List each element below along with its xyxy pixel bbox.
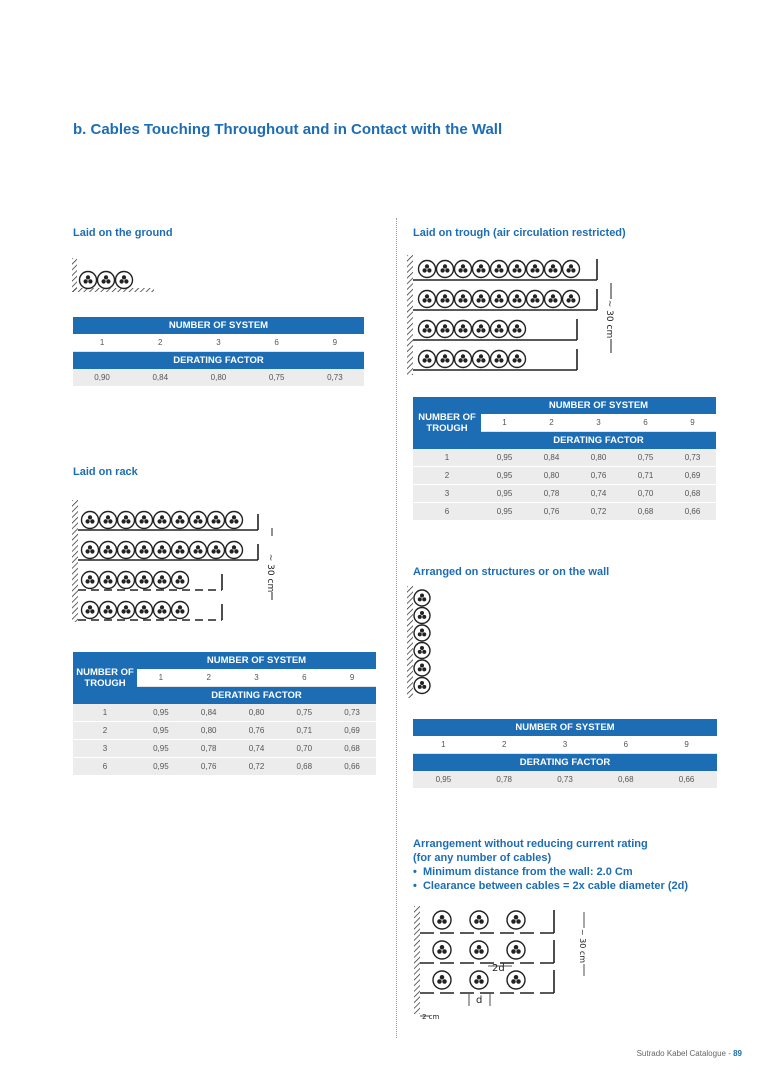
cable-icon (172, 542, 189, 559)
structures-system: 3 (535, 736, 596, 754)
trough-factor: 0,80 (575, 449, 622, 467)
rack-factor: 0,75 (280, 704, 328, 722)
ground-factor: 0,80 (189, 369, 247, 387)
rack-trough-count: 2 (73, 722, 137, 740)
table-row (413, 485, 716, 503)
cable-icon (491, 351, 508, 368)
structures-factor: 0,66 (656, 771, 717, 789)
cable-icon (154, 542, 171, 559)
cable-icon (455, 351, 472, 368)
trough-trough-count: 6 (413, 503, 481, 521)
trough-system: 2 (528, 414, 575, 432)
ground-system-1: 1 (73, 334, 131, 352)
arrangement-diagram (414, 906, 614, 1021)
ground-factor-header: DERATING FACTOR (73, 352, 364, 369)
ground-system-2: 2 (131, 334, 189, 352)
rack-factor: 0,68 (328, 740, 376, 758)
ground-system-9: 9 (306, 334, 364, 352)
cable-icon (136, 542, 153, 559)
cable-icon (509, 291, 526, 308)
trough-factor: 0,72 (575, 503, 622, 521)
trough-system: 6 (622, 414, 669, 432)
cable-icon (118, 512, 135, 529)
rack-factor: 0,95 (137, 704, 185, 722)
ground-title: Laid on the ground (73, 227, 173, 239)
cable-icon (136, 602, 153, 619)
trough-factor: 0,68 (622, 503, 669, 521)
cable-icon (507, 911, 525, 929)
cable-icon (208, 512, 225, 529)
cable-icon (491, 321, 508, 338)
cable-icon (563, 291, 580, 308)
cable-icon (80, 272, 97, 289)
trough-factor-header: DERATING FACTOR (481, 432, 716, 449)
trough-trough-count: 3 (413, 485, 481, 503)
trough-factor: 0,84 (528, 449, 575, 467)
cable-icon (82, 602, 99, 619)
table-row (413, 503, 716, 521)
cable-icon (82, 512, 99, 529)
cable-icon (470, 941, 488, 959)
cable-icon (509, 261, 526, 278)
trough-factor: 0,75 (622, 449, 669, 467)
cable-icon (190, 542, 207, 559)
rack-system: 2 (185, 669, 233, 687)
trough-factor: 0,69 (669, 467, 716, 485)
trough-system: 9 (669, 414, 716, 432)
rack-factor: 0,66 (328, 758, 376, 776)
rack-system: 1 (137, 669, 185, 687)
cable-icon (473, 321, 490, 338)
ground-diagram (72, 258, 172, 298)
cable-icon (100, 542, 117, 559)
trough-trough-count: 1 (413, 449, 481, 467)
structures-factor: 0,73 (535, 771, 596, 789)
trough-system: 1 (481, 414, 528, 432)
arrangement-bullet2: • Clearance between cables = 2x cable diameter (2d) (413, 880, 689, 892)
cable-icon (455, 261, 472, 278)
label-2cm: 2 cm (422, 1013, 440, 1021)
cable-icon (437, 291, 454, 308)
cable-icon (172, 602, 189, 619)
cable-icon (414, 660, 430, 676)
rack-factor: 0,76 (185, 758, 233, 776)
table-row (413, 449, 716, 467)
cable-icon (82, 572, 99, 589)
rack-system: 6 (280, 669, 328, 687)
arrangement-distance-label: ~ 30 cm (578, 928, 587, 964)
structures-factor: 0,68 (595, 771, 656, 789)
rack-factor: 0,95 (137, 722, 185, 740)
table-row (413, 467, 716, 485)
cable-icon (172, 572, 189, 589)
ground-factor: 0,75 (248, 369, 306, 387)
rack-factor: 0,95 (137, 740, 185, 758)
structures-system: 2 (474, 736, 535, 754)
structures-system: 9 (656, 736, 717, 754)
structures-factor-header: DERATING FACTOR (413, 754, 717, 771)
rack-factor: 0,76 (233, 722, 281, 740)
cable-icon (414, 625, 430, 641)
arrangement-text (413, 837, 688, 893)
cable-icon (527, 291, 544, 308)
page-title: b. Cables Touching Throughout and in Contact with the Wall (73, 121, 503, 138)
cable-icon (433, 911, 451, 929)
rack-factor: 0,80 (185, 722, 233, 740)
trough-factor: 0,95 (481, 503, 528, 521)
rack-system: 3 (233, 669, 281, 687)
table-row (73, 722, 376, 740)
rack-factor: 0,69 (328, 722, 376, 740)
cable-icon (509, 321, 526, 338)
rack-factor: 0,70 (280, 740, 328, 758)
cable-icon (563, 261, 580, 278)
structures-system-header: NUMBER OF SYSTEM (413, 719, 717, 736)
cable-icon (154, 602, 171, 619)
table-row (73, 758, 376, 776)
structures-system: 1 (413, 736, 474, 754)
rack-trough-count: 1 (73, 704, 137, 722)
cable-icon (100, 512, 117, 529)
cable-icon (118, 572, 135, 589)
cable-icon (100, 602, 117, 619)
cable-icon (473, 291, 490, 308)
cable-icon (190, 512, 207, 529)
rack-table (73, 652, 376, 776)
rack-factor: 0,80 (233, 704, 281, 722)
rack-factor: 0,68 (280, 758, 328, 776)
trough-title: Laid on trough (air circulation restricted) (413, 227, 626, 239)
footer-text: Sutrado Kabel Catalogue (636, 1049, 726, 1058)
trough-factor: 0,95 (481, 485, 528, 503)
trough-factor: 0,78 (528, 485, 575, 503)
cable-icon (437, 351, 454, 368)
trough-trough-label: NUMBER OF TROUGH (413, 397, 481, 449)
trough-system: 3 (575, 414, 622, 432)
rack-trough-label: NUMBER OF TROUGH (73, 652, 137, 704)
cable-icon (136, 572, 153, 589)
trough-system-header: NUMBER OF SYSTEM (481, 397, 716, 414)
cable-icon (226, 542, 243, 559)
rack-factor: 0,74 (233, 740, 281, 758)
rack-diagram (72, 500, 302, 625)
ground-table (73, 317, 364, 387)
cable-icon (136, 512, 153, 529)
arrangement-line2: (for any number of cables) (413, 852, 552, 864)
cable-icon (226, 512, 243, 529)
cable-icon (545, 291, 562, 308)
cable-icon (507, 971, 525, 989)
ground-system-header: NUMBER OF SYSTEM (73, 317, 364, 334)
trough-table (413, 397, 716, 521)
rack-title: Laid on rack (73, 466, 138, 478)
trough-distance-label: ~ 30 cm (604, 299, 614, 339)
cable-icon (473, 261, 490, 278)
rack-system: 9 (328, 669, 376, 687)
structures-diagram (407, 586, 447, 701)
cable-icon (491, 291, 508, 308)
cable-icon (82, 542, 99, 559)
cable-icon (414, 590, 430, 606)
ground-factor: 0,90 (73, 369, 131, 387)
cable-icon (470, 971, 488, 989)
trough-factor: 0,70 (622, 485, 669, 503)
cable-icon (473, 351, 490, 368)
trough-trough-count: 2 (413, 467, 481, 485)
cable-icon (154, 512, 171, 529)
rack-factor: 0,84 (185, 704, 233, 722)
cable-icon (527, 261, 544, 278)
page-number: 89 (733, 1049, 742, 1058)
label-d: d (476, 995, 483, 1006)
cable-icon (154, 572, 171, 589)
trough-factor: 0,73 (669, 449, 716, 467)
label-2d: 2d (492, 963, 505, 974)
arrangement-line1: Arrangement without reducing current rating (413, 838, 648, 850)
rack-factor: 0,78 (185, 740, 233, 758)
column-divider (396, 218, 397, 1038)
rack-distance-label: ~ 30 cm (265, 553, 275, 593)
structures-system: 6 (595, 736, 656, 754)
rack-factor: 0,72 (233, 758, 281, 776)
rack-factor: 0,95 (137, 758, 185, 776)
cable-icon (208, 542, 225, 559)
structures-factor: 0,78 (474, 771, 535, 789)
cable-icon (509, 351, 526, 368)
cable-icon (507, 941, 525, 959)
ground-factor: 0,84 (131, 369, 189, 387)
cable-icon (100, 572, 117, 589)
cable-icon (491, 261, 508, 278)
cable-icon (98, 272, 115, 289)
trough-factor: 0,76 (528, 503, 575, 521)
rack-factor: 0,71 (280, 722, 328, 740)
trough-factor: 0,76 (575, 467, 622, 485)
cable-icon (455, 321, 472, 338)
cable-icon (414, 608, 430, 624)
trough-factor: 0,95 (481, 449, 528, 467)
trough-factor: 0,80 (528, 467, 575, 485)
rack-trough-count: 6 (73, 758, 137, 776)
cable-icon (419, 351, 436, 368)
cable-icon (116, 272, 133, 289)
cable-icon (118, 602, 135, 619)
cable-icon (433, 971, 451, 989)
rack-trough-count: 3 (73, 740, 137, 758)
arrangement-bullet1: • Minimum distance from the wall: 2.0 Cm (413, 866, 633, 878)
rack-system-header: NUMBER OF SYSTEM (137, 652, 376, 669)
cable-icon (433, 941, 451, 959)
ground-system-3: 3 (189, 334, 247, 352)
trough-factor: 0,68 (669, 485, 716, 503)
cable-icon (118, 542, 135, 559)
cable-icon (455, 291, 472, 308)
cable-icon (470, 911, 488, 929)
ground-factor: 0,73 (306, 369, 364, 387)
cable-icon (437, 261, 454, 278)
trough-diagram (407, 255, 637, 375)
structures-title: Arranged on structures or on the wall (413, 566, 610, 578)
cable-icon (419, 261, 436, 278)
cable-icon (172, 512, 189, 529)
cable-icon (414, 678, 430, 694)
cable-icon (437, 321, 454, 338)
structures-table (413, 719, 717, 789)
trough-factor: 0,66 (669, 503, 716, 521)
cable-icon (545, 261, 562, 278)
trough-factor: 0,74 (575, 485, 622, 503)
trough-factor: 0,71 (622, 467, 669, 485)
cable-icon (419, 291, 436, 308)
cable-icon (414, 643, 430, 659)
rack-factor: 0,73 (328, 704, 376, 722)
ground-system-6: 6 (248, 334, 306, 352)
footer: Sutrado Kabel Catalogue - 89 (636, 1049, 742, 1058)
trough-factor: 0,95 (481, 467, 528, 485)
rack-factor-header: DERATING FACTOR (137, 687, 376, 704)
structures-factor: 0,95 (413, 771, 474, 789)
table-row (73, 704, 376, 722)
cable-icon (419, 321, 436, 338)
table-row (73, 740, 376, 758)
